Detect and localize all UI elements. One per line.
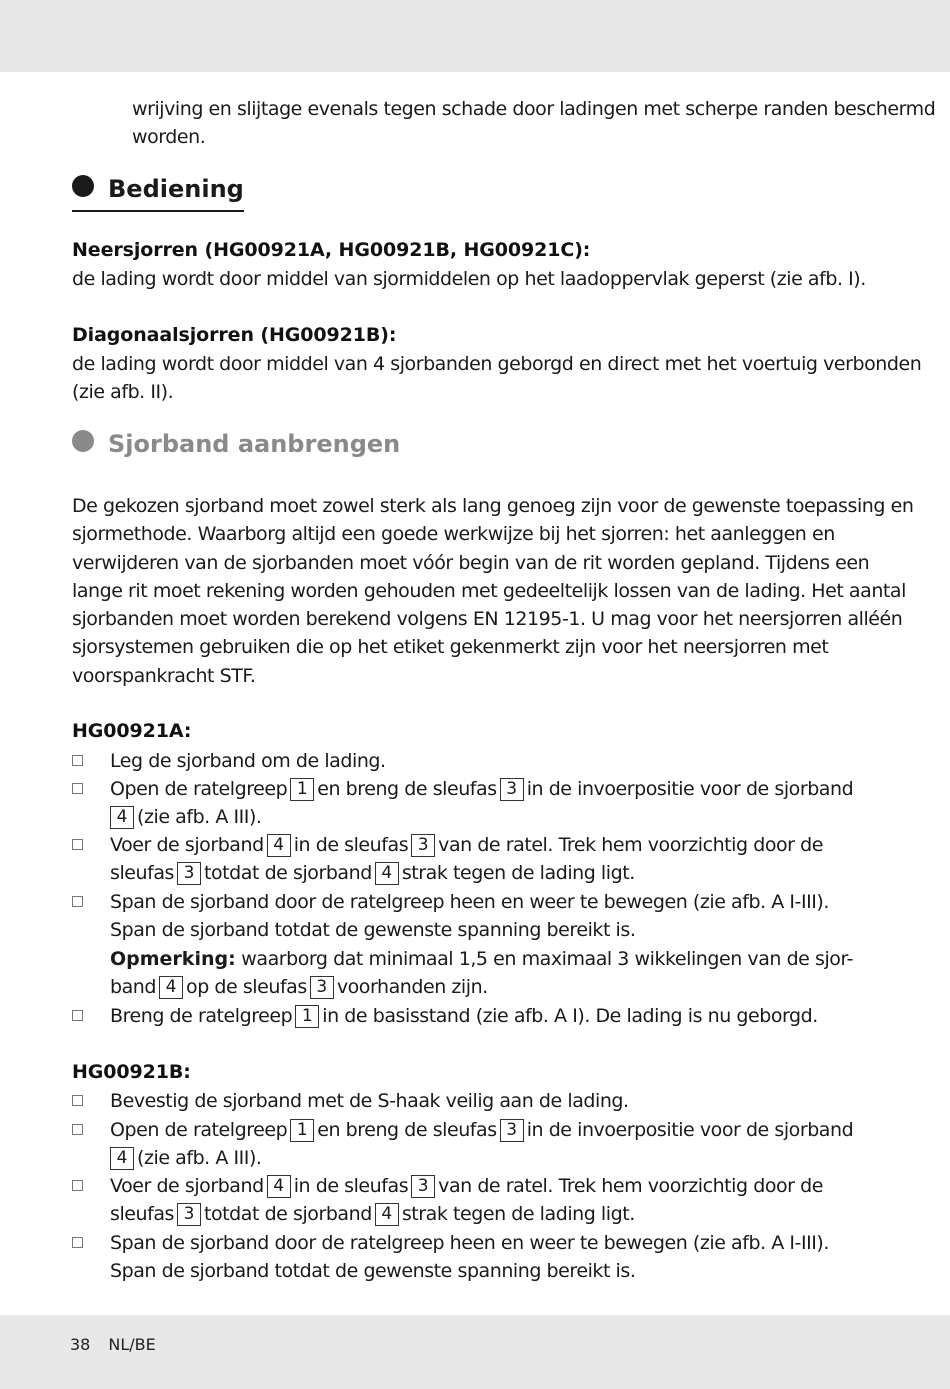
text-line: sjormethode. Waarborg altijd een goede werkwijze bij het sjorren: het aanleggen en — [72, 523, 835, 546]
text-line: de lading wordt door middel van sjormiddelen op het laadoppervlak geperst (zie afb. I). — [72, 268, 866, 290]
text-line: Span de sjorband totdat de gewenste spanning bereikt is. — [110, 919, 636, 942]
text-line — [110, 1002, 900, 1030]
text-segment: sleufas — [110, 862, 174, 885]
part-number-badge: 3 — [177, 1203, 201, 1226]
text-line: lange rit moet rekening worden gehouden met gedeeltelijk lossen van de lading. Het aantal — [72, 579, 906, 602]
checkbox-bullet-icon — [72, 1095, 83, 1106]
text-segment: Open de ratelgreep — [110, 1119, 288, 1141]
part-number-badge: 4 — [267, 834, 291, 857]
section-heading-bediening — [72, 175, 244, 203]
page-number: 38 — [70, 1335, 91, 1354]
part-number-badge: 3 — [411, 1175, 435, 1198]
text-line: Leg de sjorband om de lading. — [110, 750, 386, 772]
text-line — [110, 775, 900, 803]
note-label: Opmerking: — [110, 947, 236, 970]
text-line: Span de sjorband door de ratelgreep heen en weer te bewegen (zie afb. A I-III). — [110, 891, 829, 913]
text-line — [110, 973, 900, 1001]
text-segment: Open de ratelgreep — [110, 778, 288, 800]
part-number-badge: 1 — [295, 1005, 319, 1028]
text-segment: strak tegen de lading ligt. — [401, 1203, 635, 1226]
intro-line: wrijving en slijtage evenals tegen schade door ladingen met scherpe randen beschermd — [132, 98, 936, 120]
text-segment: voorhanden zijn. — [336, 975, 488, 998]
neersjorren-text — [72, 265, 902, 293]
text-line — [110, 859, 900, 887]
text-line — [110, 1116, 900, 1144]
text-segment: Breng de ratelgreep — [110, 1005, 293, 1027]
text-line: Bevestig de sjorband met de S-haak veilig aan de lading. — [110, 1090, 629, 1112]
language-code: NL/BE — [108, 1335, 156, 1354]
text-line: verwijderen van de sjorbanden moet vóór begin van de rit worden gepland. Tijdens een — [72, 551, 870, 574]
text-line: sjorsystemen gebruiken die op het etiket gekenmerkt zijn voor het neersjorren met — [72, 636, 829, 659]
heading-underline — [72, 210, 244, 212]
subheading-hg00921a: HG00921A: — [72, 720, 192, 742]
diagonaalsjorren-text — [72, 350, 922, 407]
header-band — [0, 0, 950, 72]
text-line — [110, 1144, 900, 1172]
text-segment: totdat de sjorband — [204, 862, 372, 885]
text-segment: Voer de sjorband — [110, 1175, 264, 1197]
text-segment: en breng de sleufas — [317, 778, 497, 800]
text-segment: in de invoerpositie voor de sjorband — [526, 778, 854, 800]
intro-line: worden. — [132, 126, 206, 149]
subheading-neersjorren: Neersjorren (HG00921A, HG00921B, HG00921C): — [72, 239, 591, 261]
part-number-badge: 4 — [375, 1203, 399, 1226]
text-segment: strak tegen de lading ligt. — [401, 862, 635, 885]
text-line: Span de sjorband totdat de gewenste spanning bereikt is. — [110, 1260, 636, 1283]
text-segment: van de ratel. Trek hem voorzichtig door de — [438, 834, 823, 856]
text-segment: totdat de sjorband — [204, 1203, 372, 1226]
part-number-badge: 4 — [375, 862, 399, 885]
subheading-diagonaalsjorren: Diagonaalsjorren (HG00921B): — [72, 324, 397, 346]
text-segment: (zie afb. A III). — [137, 1147, 262, 1170]
text-line: de lading wordt door middel van 4 sjorbanden geborgd en direct met het voertuig verbonden — [72, 353, 922, 375]
text-line: (zie afb. II). — [72, 381, 174, 404]
text-segment: sleufas — [110, 1203, 174, 1226]
text-line — [110, 945, 900, 973]
heading-text: Sjorband aanbrengen — [108, 430, 401, 458]
footer — [70, 1335, 174, 1354]
text-line: voorspankracht STF. — [72, 664, 256, 687]
part-number-badge: 3 — [177, 862, 201, 885]
part-number-badge: 1 — [290, 1119, 314, 1142]
text-segment: en breng de sleufas — [317, 1119, 497, 1141]
text-segment: in de sleufas — [293, 834, 409, 856]
checkbox-bullet-icon — [72, 839, 83, 850]
text-segment: op de sleufas — [186, 975, 307, 998]
sjorband-paragraph — [72, 492, 912, 690]
part-number-badge: 1 — [290, 778, 314, 801]
text-line: Span de sjorband door de ratelgreep heen en weer te bewegen (zie afb. A I-III). — [110, 1232, 829, 1254]
text-line: De gekozen sjorband moet zowel sterk als lang genoeg zijn voor de gewenste toepassing en — [72, 495, 914, 517]
text-segment: in de sleufas — [293, 1175, 409, 1197]
bullet-dot-icon — [72, 175, 94, 197]
text-segment: in de basisstand (zie afb. A I). De lading is nu geborgd. — [322, 1005, 818, 1027]
text-line — [110, 803, 900, 831]
bullet-dot-icon — [72, 430, 94, 452]
checkbox-bullet-icon — [72, 1237, 83, 1248]
text-segment: band — [110, 975, 157, 998]
checkbox-bullet-icon — [72, 1180, 83, 1191]
heading-text: Bediening — [108, 175, 244, 203]
part-number-badge: 3 — [500, 1119, 524, 1142]
intro-text — [132, 95, 936, 152]
part-number-badge: 4 — [110, 1147, 134, 1170]
text-segment: (zie afb. A III). — [137, 806, 262, 829]
text-segment: in de invoerpositie voor de sjorband — [526, 1119, 854, 1141]
subheading-hg00921b: HG00921B: — [72, 1061, 191, 1083]
checkbox-bullet-icon — [72, 896, 83, 907]
text-line — [110, 1200, 900, 1228]
part-number-badge: 4 — [159, 976, 183, 999]
text-line — [110, 831, 900, 859]
part-number-badge: 4 — [267, 1175, 291, 1198]
section-heading-sjorband — [72, 430, 400, 458]
text-line: sjorbanden moet worden berekend volgens EN 12195-1. U mag voor het neersjorren alléén — [72, 608, 903, 631]
part-number-badge: 4 — [110, 806, 134, 829]
text-line — [110, 1172, 900, 1200]
checkbox-bullet-icon — [72, 1010, 83, 1021]
checkbox-bullet-icon — [72, 1124, 83, 1135]
part-number-badge: 3 — [411, 834, 435, 857]
part-number-badge: 3 — [310, 976, 334, 999]
part-number-badge: 3 — [500, 778, 524, 801]
text-segment: waarborg dat minimaal 1,5 en maximaal 3 wikkelingen van de sjor- — [241, 947, 854, 970]
text-segment: Voer de sjorband — [110, 834, 264, 856]
checkbox-bullet-icon — [72, 755, 83, 766]
text-segment: van de ratel. Trek hem voorzichtig door de — [438, 1175, 823, 1197]
checkbox-bullet-icon — [72, 783, 83, 794]
